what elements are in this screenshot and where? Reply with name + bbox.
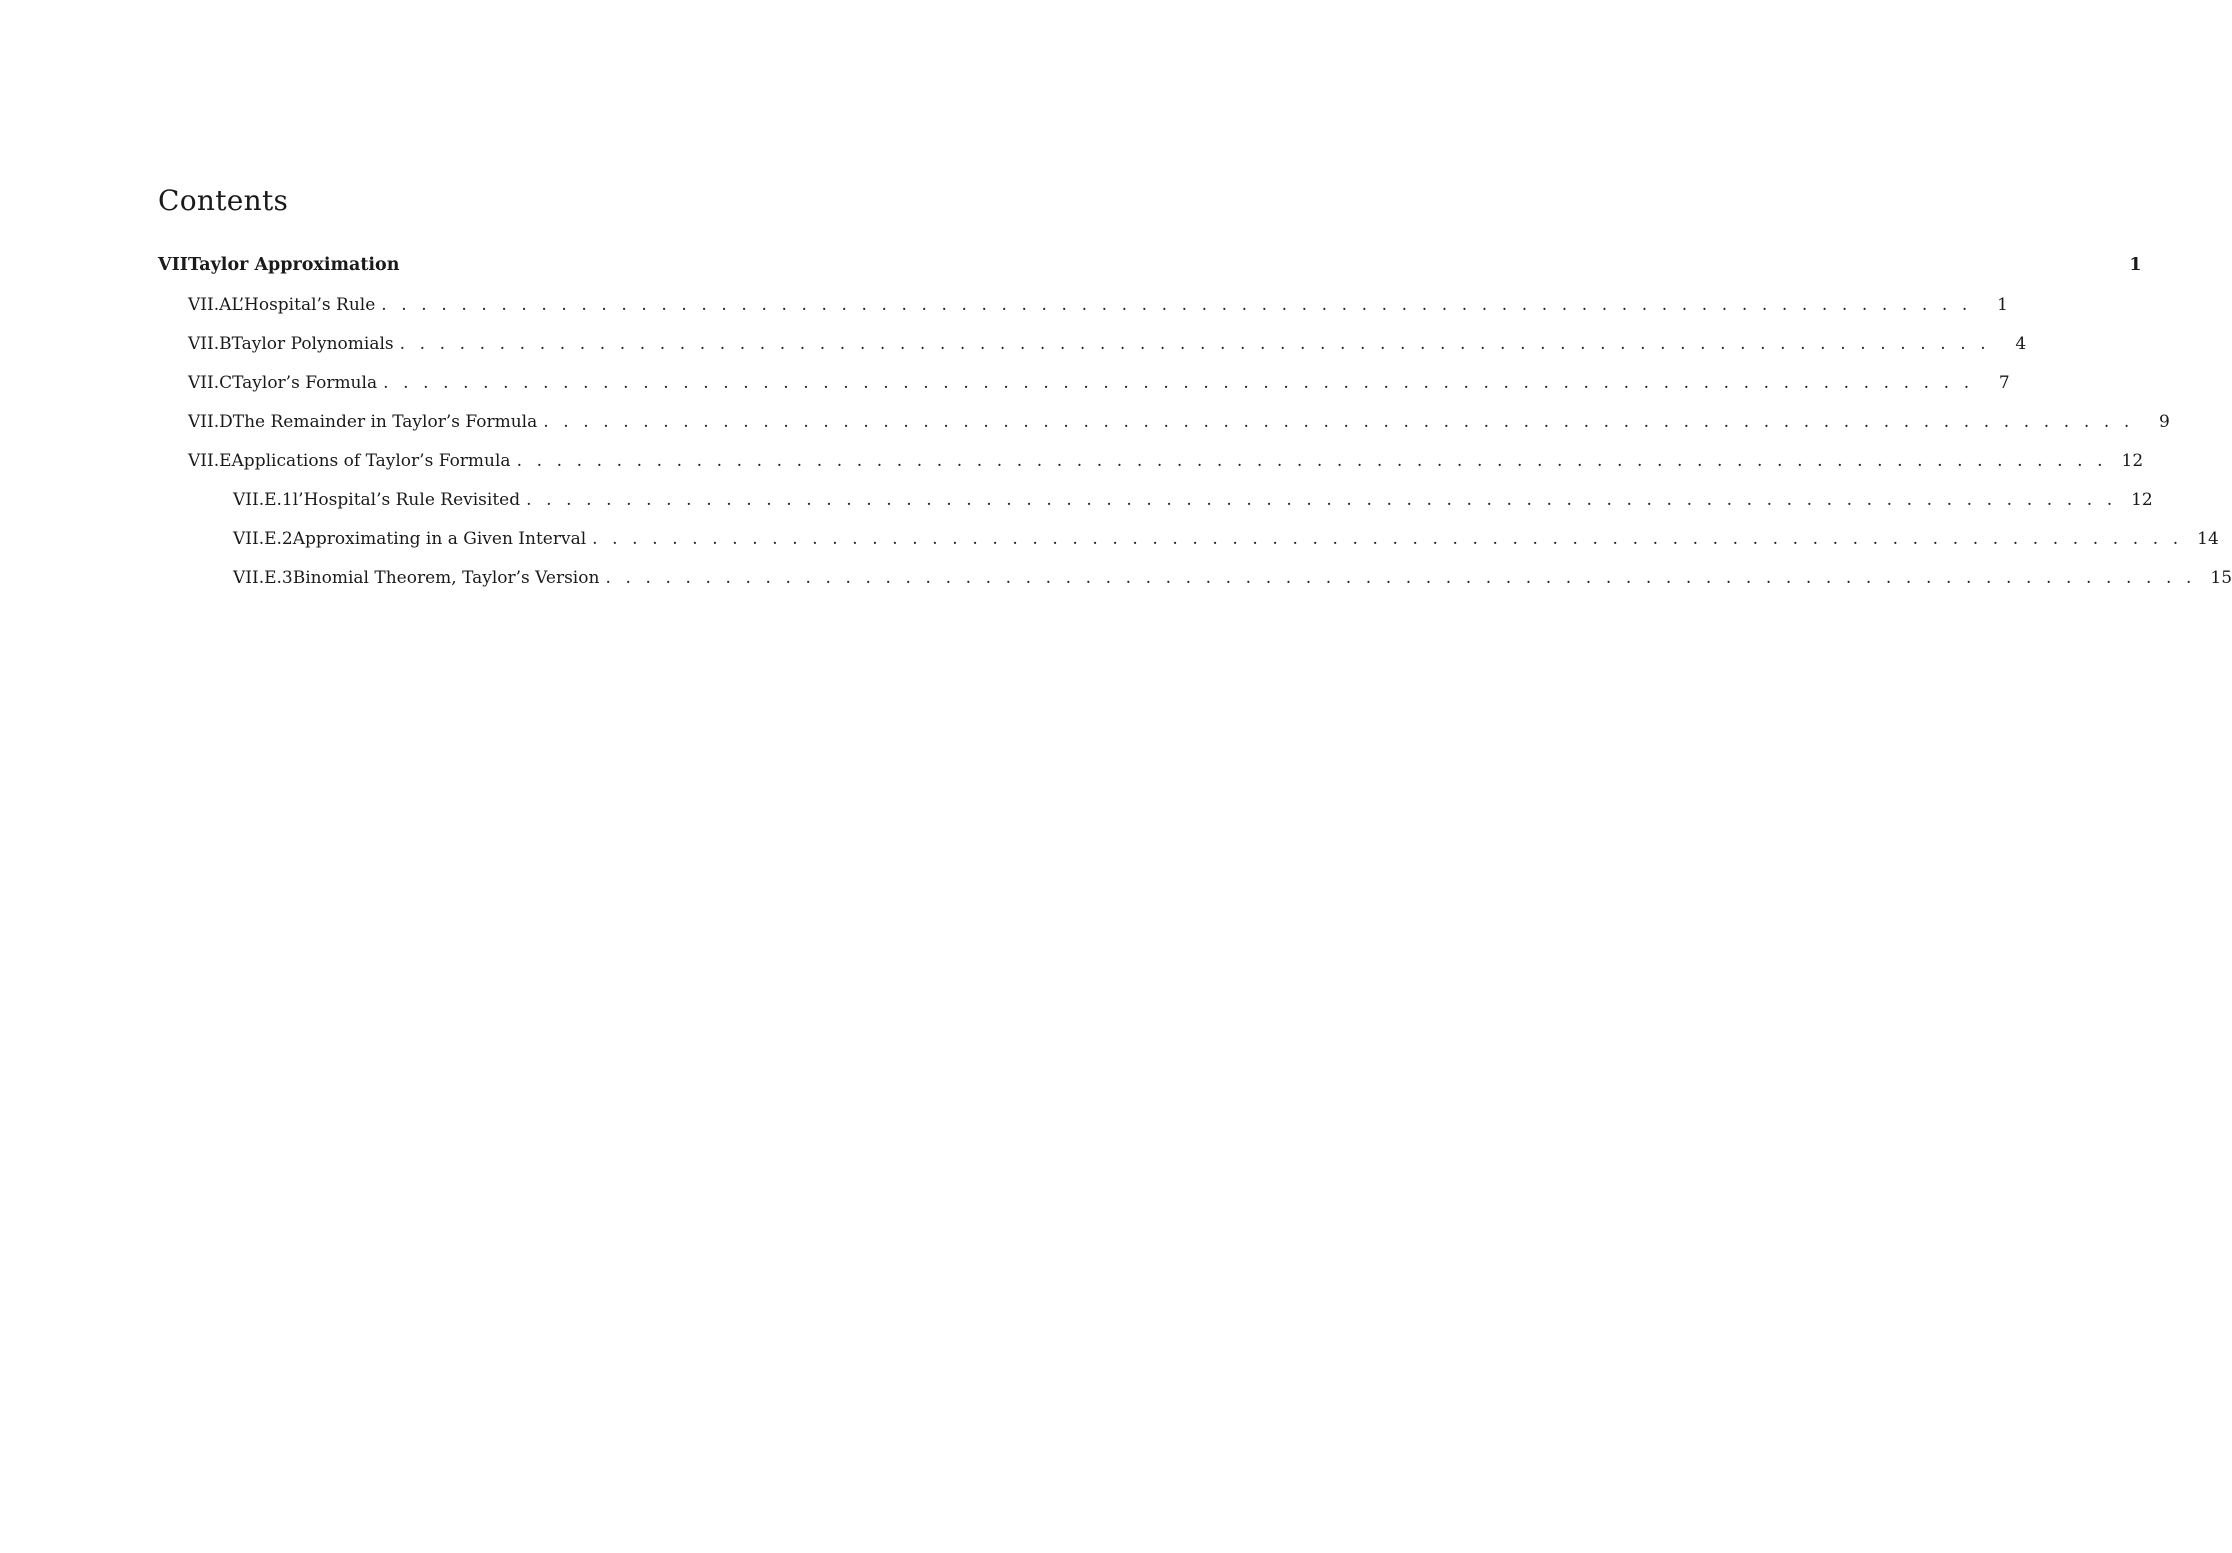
toc-entry-number: VII.C — [188, 373, 233, 393]
toc-entry-page: 12 — [2121, 451, 2144, 471]
toc-entry-title: l’Hospital’s Rule Revisited — [292, 490, 521, 510]
toc-entry-section[interactable] — [188, 294, 2008, 316]
toc-entry-subsection[interactable] — [233, 489, 2153, 511]
toc-entry-subsection[interactable] — [233, 567, 2232, 589]
toc-entry-number: VII.E.2 — [233, 529, 293, 549]
toc-leader: . . . . . . . . . . . . . . . . . . . . . . . . . . . . . . . . . . . . . . . . . . . . . . . . . . . . . . . . . . . . . . . . . . . . . . . . . . . . . . . . — [605, 568, 2197, 588]
toc-entry-page: 4 — [2015, 334, 2027, 354]
toc-leader: . . . . . . . . . . . . . . . . . . . . . . . . . . . . . . . . . . . . . . . . . . . . . . . . . . . . . . . . . . . . . . . . . . . . . . . . . . . . . . . . — [516, 451, 2108, 471]
toc-entry-subsection[interactable] — [233, 528, 2219, 550]
toc-entry-title: Binomial Theorem, Taylor’s Version — [292, 568, 600, 588]
toc-entry-page: 12 — [2131, 490, 2153, 510]
toc-leader: . . . . . . . . . . . . . . . . . . . . . . . . . . . . . . . . . . . . . . . . . . . . . . . . . . . . . . . . . . . . . . . . . . . . . . . . . . . . . . . . — [592, 529, 2183, 549]
toc-entry-page: 1 — [1997, 295, 2008, 315]
toc-entry-page: 15 — [2210, 568, 2232, 588]
toc-entry-title: L’Hospital’s Rule — [231, 295, 376, 315]
toc-title: Contents — [158, 184, 289, 217]
toc-leader: . . . . . . . . . . . . . . . . . . . . . . . . . . . . . . . . . . . . . . . . . . . . . . . . . . . . . . . . . . . . . . . . . . . . . . . . . . . . . . . . — [526, 490, 2117, 510]
toc-entry-section[interactable] — [188, 333, 2027, 355]
toc-entry-number: VII.E — [188, 451, 232, 471]
toc-leader: . . . . . . . . . . . . . . . . . . . . . . . . . . . . . . . . . . . . . . . . . . . . . . . . . . . . . . . . . . . . . . . . . . . . . . . . . . . . . . . . — [543, 412, 2134, 432]
toc-entry-page: 14 — [2197, 529, 2219, 549]
toc-entry-page: 7 — [1998, 373, 2010, 393]
toc-entry-number: VII.B — [188, 334, 232, 354]
toc-entry-section[interactable] — [188, 450, 2144, 472]
toc-entry-title: Applications of Taylor’s Formula — [231, 451, 511, 471]
toc-entry-number: VII — [158, 255, 188, 275]
toc-entry-number: VII.E.1 — [233, 490, 293, 510]
toc-leader: . . . . . . . . . . . . . . . . . . . . . . . . . . . . . . . . . . . . . . . . . . . . . . . . . . . . . . . . . . . . . . . . . . . . . . . . . . . . . . . . — [381, 295, 1972, 315]
toc-entry-number: VII.A — [188, 295, 232, 315]
toc-entry-title: Approximating in a Given Interval — [292, 529, 587, 549]
toc-entry-section[interactable] — [188, 372, 2010, 394]
toc-entry-title: Taylor Polynomials — [231, 334, 394, 354]
toc-entry-title: The Remainder in Taylor’s Formula — [232, 412, 538, 432]
toc-entry-number: VII.D — [188, 412, 233, 432]
toc-entry-section[interactable] — [188, 411, 2170, 433]
toc-entry-title: Taylor’s Formula — [232, 373, 378, 393]
toc-entry-page: 1 — [2129, 255, 2142, 275]
toc-entry-chapter[interactable] — [158, 254, 2142, 276]
toc-entry-page: 9 — [2159, 412, 2170, 432]
toc-leader: . . . . . . . . . . . . . . . . . . . . . . . . . . . . . . . . . . . . . . . . . . . . . . . . . . . . . . . . . . . . . . . . . . . . . . . . . . . . . . . . — [383, 373, 1974, 393]
toc-entry-number: VII.E.3 — [233, 568, 293, 588]
toc-leader: . . . . . . . . . . . . . . . . . . . . . . . . . . . . . . . . . . . . . . . . . . . . . . . . . . . . . . . . . . . . . . . . . . . . . . . . . . . . . . . . — [399, 334, 1991, 354]
toc-entry-title: Taylor Approximation — [187, 255, 400, 275]
